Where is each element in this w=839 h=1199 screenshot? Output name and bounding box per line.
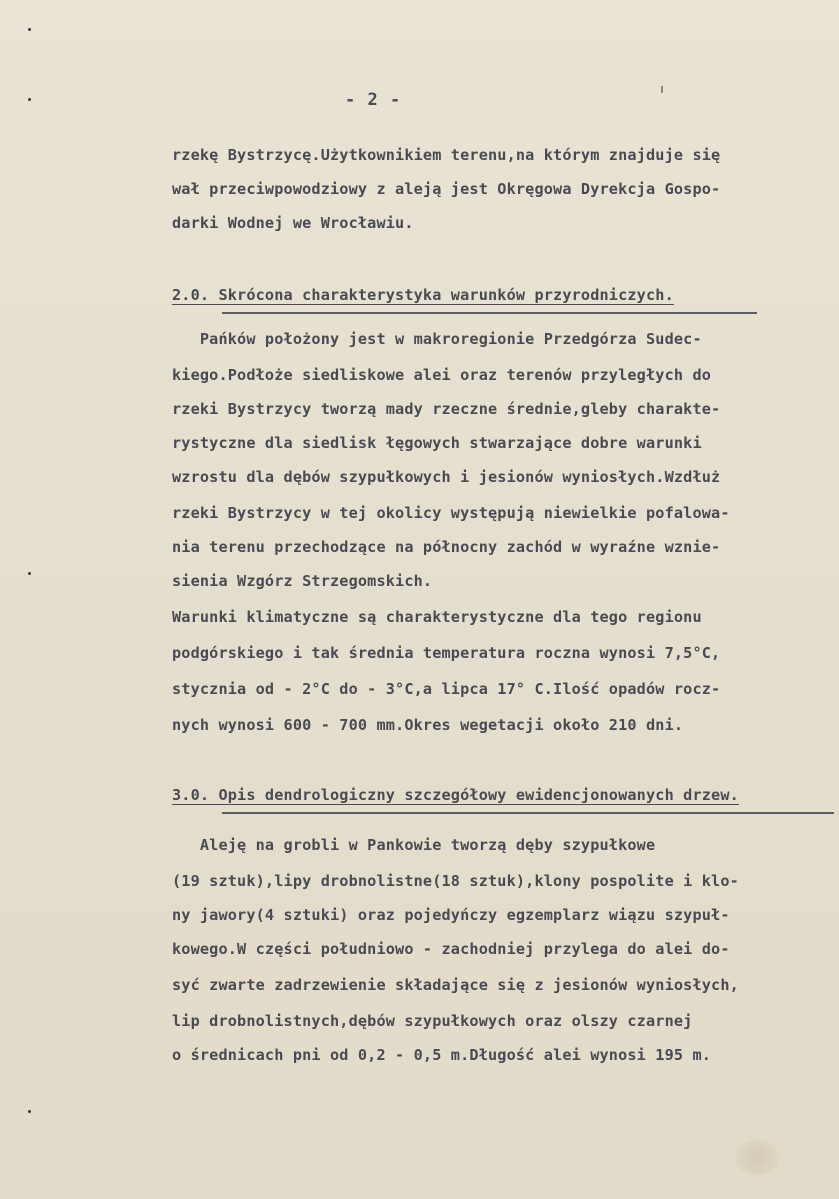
section-2-line: stycznia od - 2°C do - 3°C,a lipca 17° C.Ilość opadów rocz- — [172, 680, 721, 698]
section-2-underline — [222, 312, 757, 314]
section-2-line: nia terenu przechodzące na północny zachód w wyraźne wznie- — [172, 538, 721, 556]
intro-line: wał przeciwpowodziowy z aleją jest Okręgowa Dyrekcja Gospo- — [172, 180, 721, 198]
section-3-line: (19 sztuk),lipy drobnolistne(18 sztuk),klony pospolite i klo- — [172, 872, 739, 890]
page-number: - 2 - — [345, 90, 402, 110]
pencil-mark — [661, 86, 663, 93]
section-3-line: lip drobnolistnych,dębów szypułkowych oraz olszy czarnej — [172, 1012, 693, 1030]
punch-hole-mark — [28, 98, 31, 101]
section-3-line: kowego.W części południowo - zachodniej przylega do alei do- — [172, 940, 730, 958]
section-3-line: Aleję na grobli w Pankowie tworzą dęby szypułkowe — [172, 836, 656, 854]
section-2-line: rystyczne dla siedlisk łęgowych stwarzające dobre warunki — [172, 434, 702, 452]
paper-stain — [735, 1140, 780, 1175]
section-3-underline — [222, 812, 834, 814]
section-2-heading: 2.0. Skrócona charakterystyka warunków przyrodniczych. — [172, 286, 674, 304]
punch-hole-mark — [28, 28, 31, 31]
punch-hole-mark — [28, 572, 31, 575]
section-3-line: syć zwarte zadrzewienie składające się z jesionów wyniosłych, — [172, 976, 739, 994]
section-3-heading: 3.0. Opis dendrologiczny szczegółowy ewidencjonowanych drzew. — [172, 786, 739, 804]
section-2-line: Pańków położony jest w makroregionie Przedgórza Sudec- — [172, 330, 702, 348]
section-3-line: ny jawory(4 sztuki) oraz pojedyńczy egzemplarz wiązu szypuł- — [172, 906, 730, 924]
section-2-line: kiego.Podłoże siedliskowe alei oraz terenów przyległych do — [172, 366, 712, 384]
section-2-line: nych wynosi 600 - 700 mm.Okres wegetacji około 210 dni. — [172, 716, 684, 734]
section-2-line: sienia Wzgórz Strzegomskich. — [172, 572, 433, 590]
section-2-line: podgórskiego i tak średnia temperatura roczna wynosi 7,5°C, — [172, 644, 721, 662]
section-2-line: rzeki Bystrzycy tworzą mady rzeczne średnie,gleby charakte- — [172, 400, 721, 418]
section-2-line: Warunki klimatyczne są charakterystyczne dla tego regionu — [172, 608, 702, 626]
section-3-line: o średnicach pni od 0,2 - 0,5 m.Długość alei wynosi 195 m. — [172, 1046, 712, 1064]
intro-line: rzekę Bystrzycę.Użytkownikiem terenu,na którym znajduje się — [172, 146, 721, 164]
section-2-line: rzeki Bystrzycy w tej okolicy występują niewielkie pofalowa- — [172, 504, 730, 522]
intro-line: darki Wodnej we Wrocławiu. — [172, 214, 414, 232]
punch-hole-mark — [28, 1110, 31, 1113]
section-2-line: wzrostu dla dębów szypułkowych i jesionów wyniosłych.Wzdłuż — [172, 468, 721, 486]
